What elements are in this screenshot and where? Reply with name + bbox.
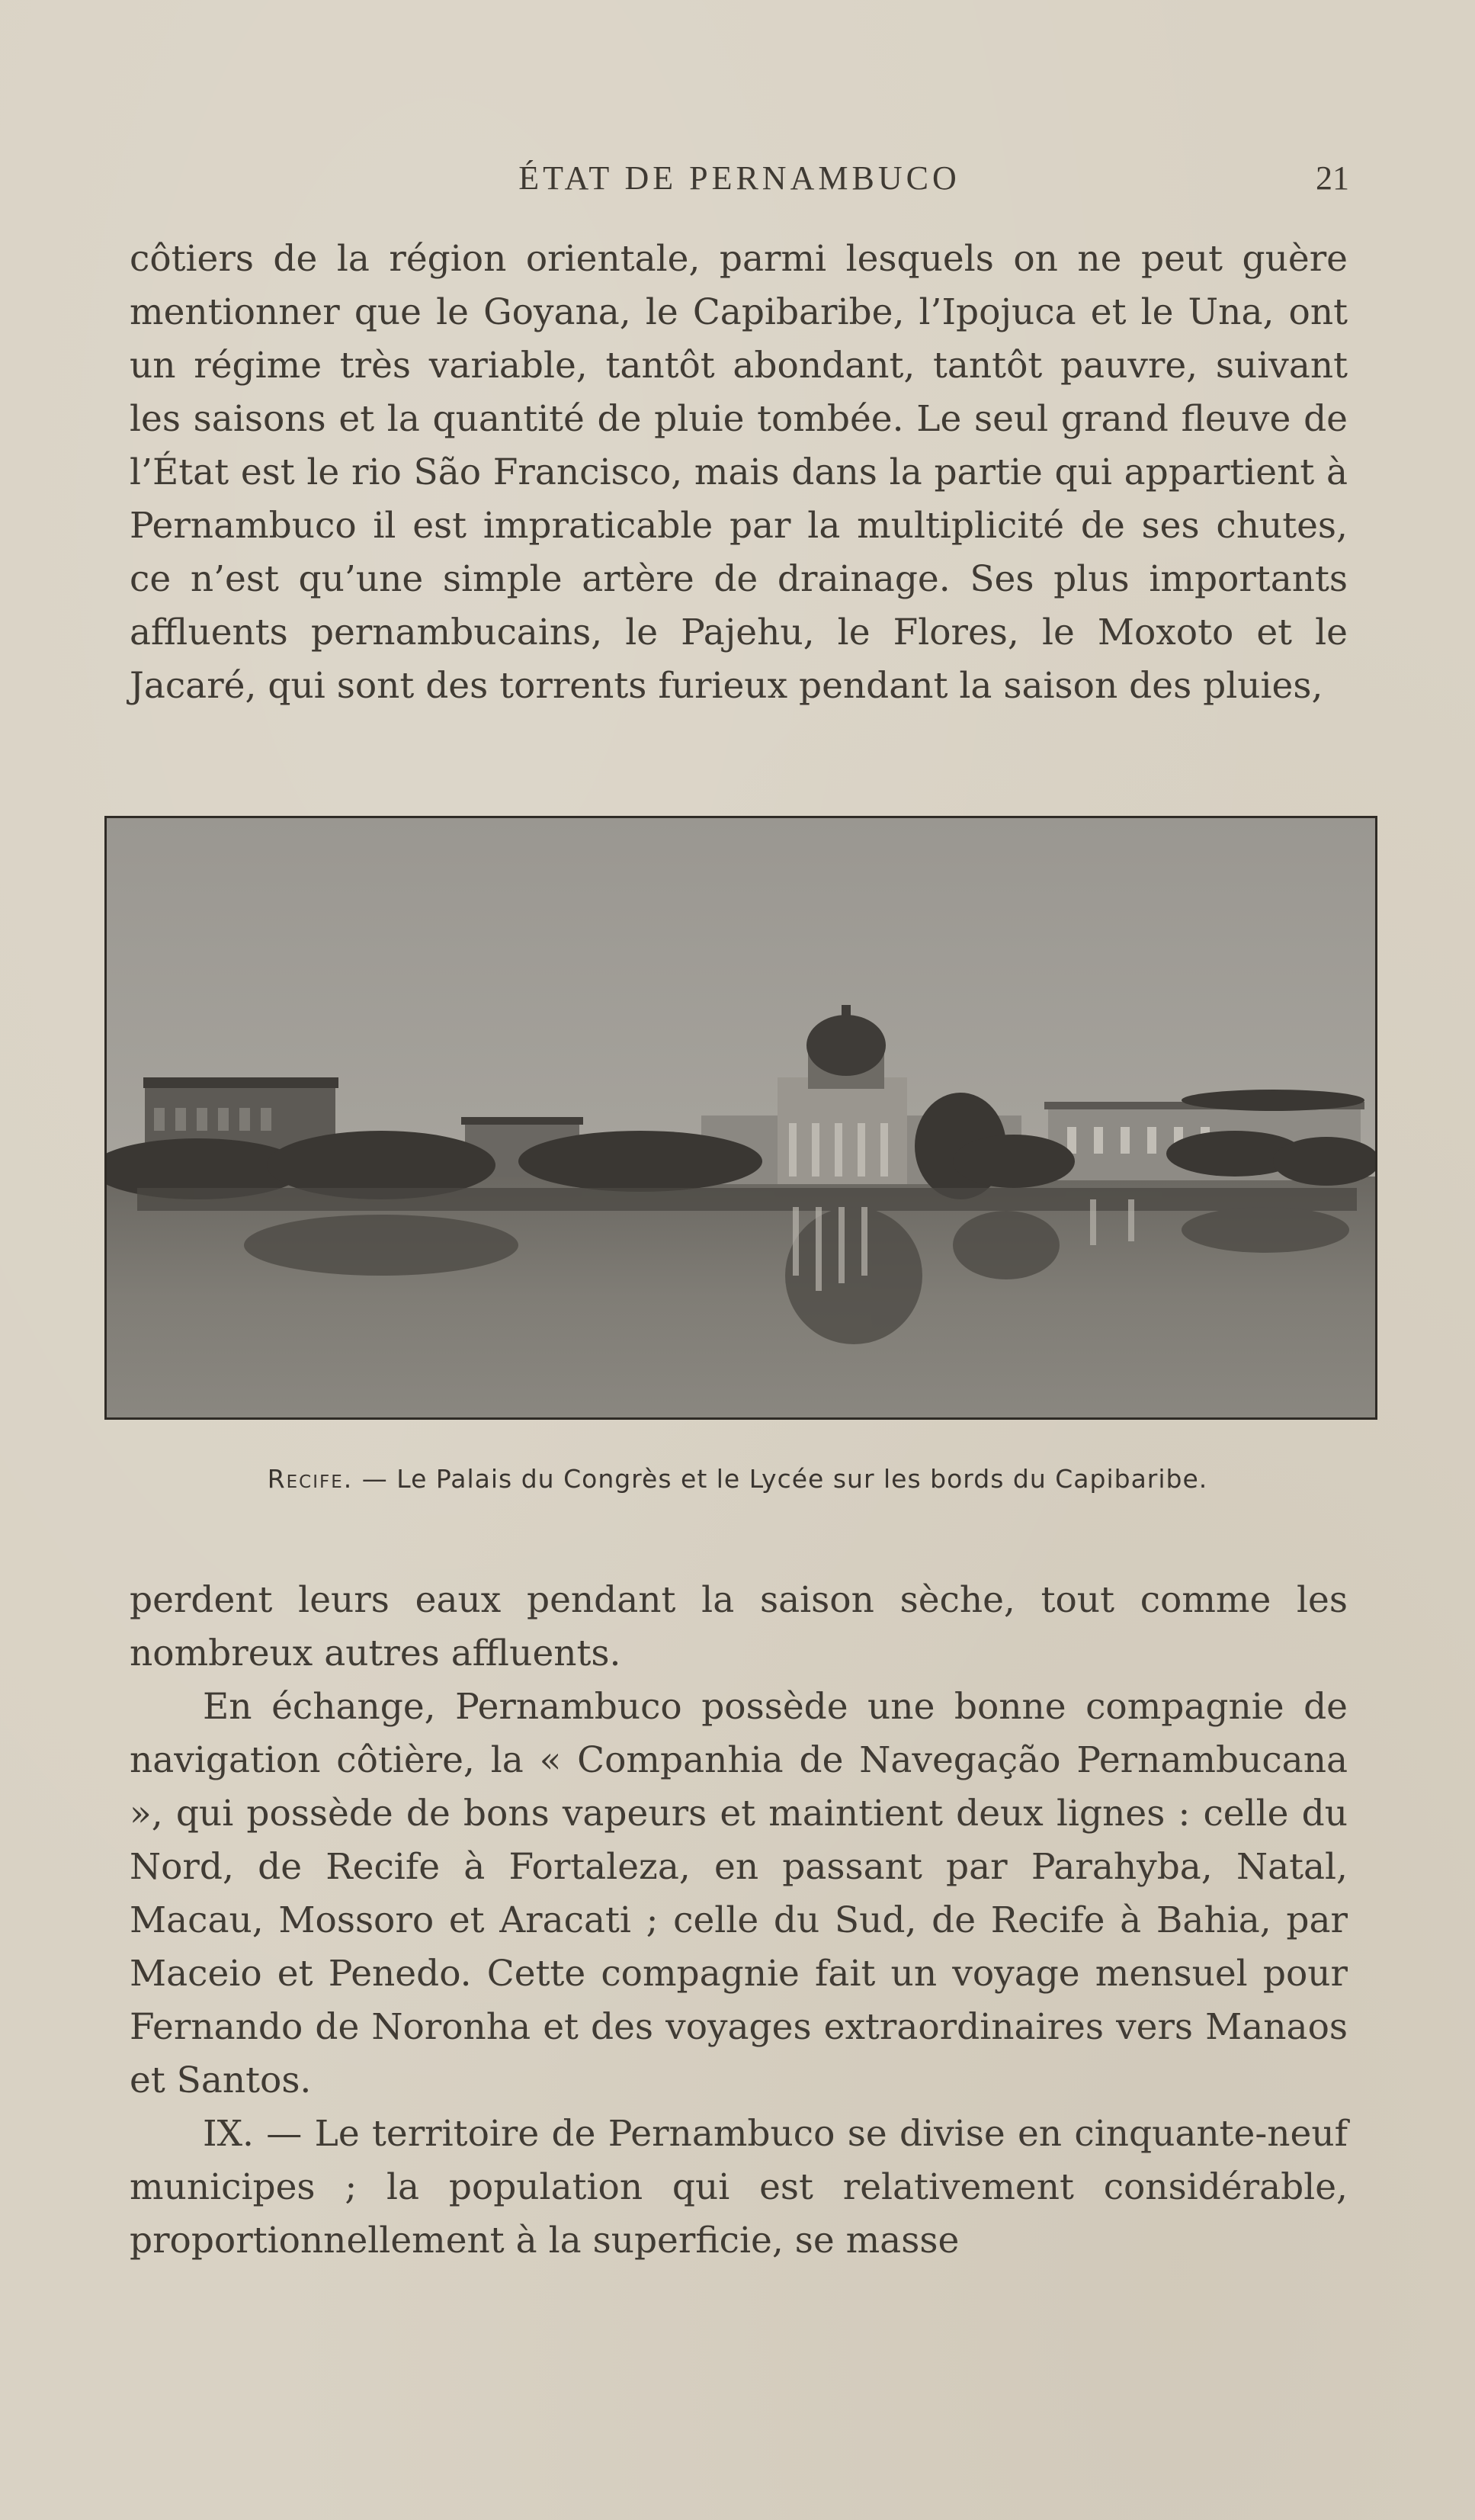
paragraph: côtiers de la région orientale, parmi lesquels on ne peut guère mentionner que le Goyana, le Capibaribe, l’Ipojuca et le Una, ont un régime très variable, tantôt abondant, tantôt pauvre, suivant les saisons et la quantité de pluie tombée. Le seul grand fleuve de l’État est le rio São Francisco, mais dans la partie qui appartient à Pernambuco il est impraticable par la multiplicité de ses chutes, ce n’est qu’une simple artère de drainage. Ses plus importants affluents pernambucains, le Pajehu, le Flores, le Moxoto et le Jacaré, qui sont des torrents furieux pendant la saison des pluies, [130,238,1348,707]
caption-place: Recife. [267,1464,354,1494]
page-header [130,159,1349,204]
caption-text: — Le Palais du Congrès et le Lycée sur les bords du Capibaribe. [353,1464,1208,1494]
paragraph: En échange, Pernambuco possède une bonne compagnie de navigation côtière, la « Companhia de Navegação Pernambucana », qui possède de bons vapeurs et maintient deux lignes : celle du Nord, de Recife à Fortaleza, en passant par Parahyba, Natal, Macau, Mossoro et Aracati ; celle du Sud, de Recife à Bahia, par Maceio et Penedo. Cette compagnie fait un voyage mensuel pour Fernando de Noronha et des voyages extraordinaires vers Manaos et Santos. [130,1686,1348,2101]
figure [104,816,1376,1418]
figure-caption [0,1464,1475,1494]
recife-photograph [104,816,1377,1420]
top-text-block [130,233,1348,713]
page-number: 21 [1316,159,1349,197]
paragraph: IX. — Le territoire de Pernambuco se divise en cinquante-neuf municipes ; la population qui est relativement considérable, proportionnellement à la superficie, se masse [130,2113,1348,2262]
running-title: ÉTAT DE PERNAMBUCO [518,159,960,197]
bottom-text-block [130,1574,1348,2268]
paragraph: perdent leurs eaux pendant la saison sèche, tout comme les nombreux autres affluents. [130,1579,1348,1674]
